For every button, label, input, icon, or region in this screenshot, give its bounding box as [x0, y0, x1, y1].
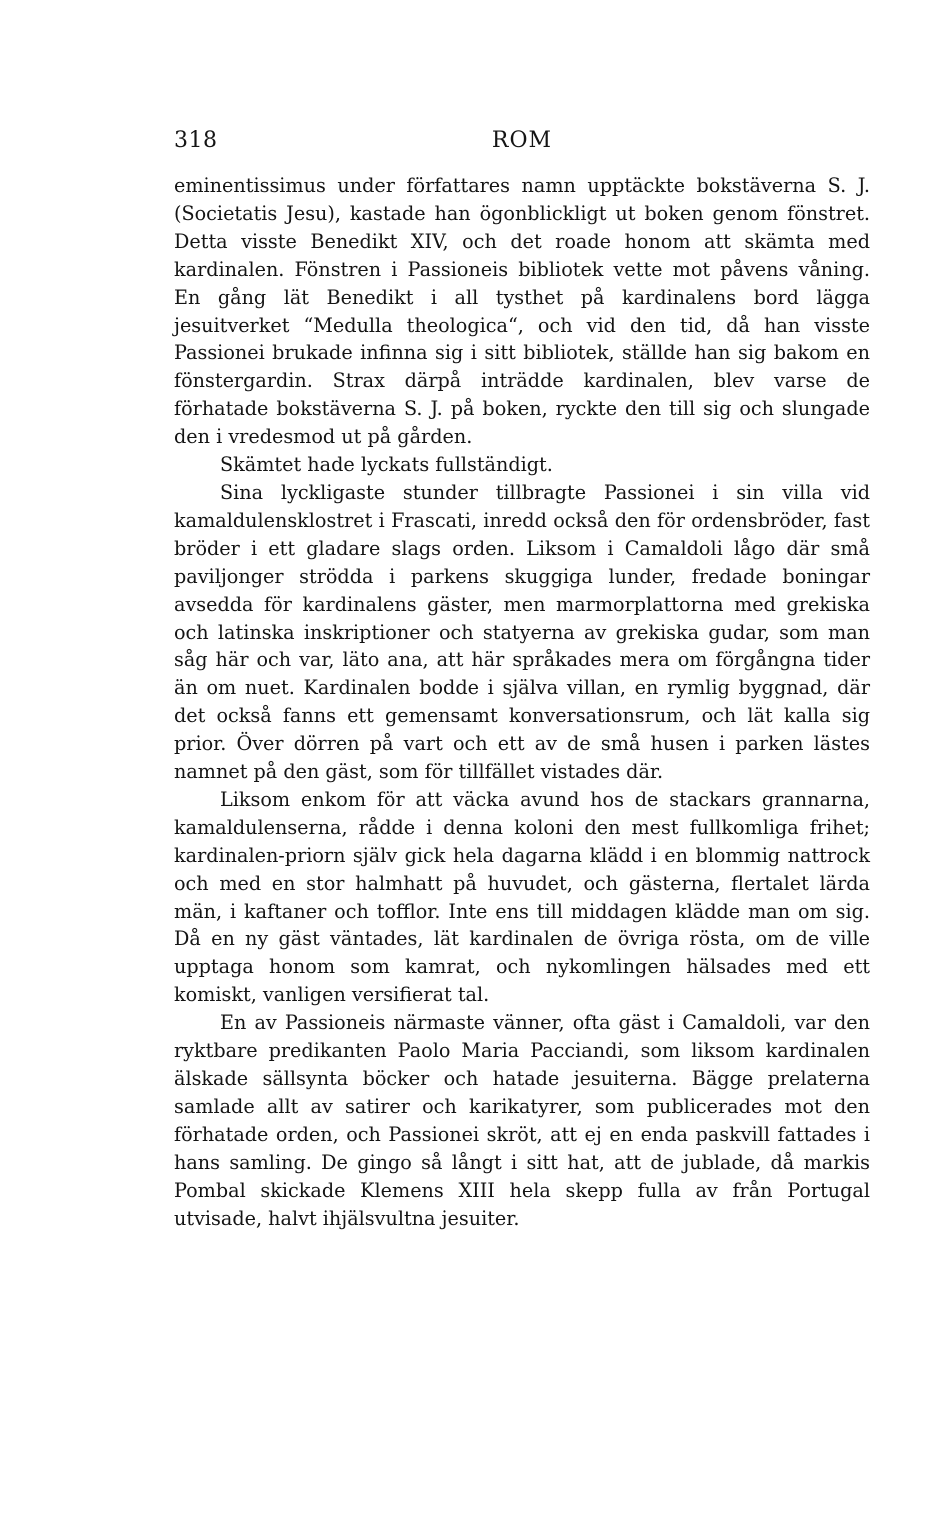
paragraph: Skämtet hade lyckats fullständigt. — [220, 453, 553, 477]
paragraph: Liksom enkom för att väcka avund hos de stackars grannarna, kamaldulenserna, rådde i denna koloni den mest fullkomliga frihet; kardinalen-priorn själv gick hela dagarna klädd i en blommig nattrock och med en stor halmhatt på huvudet, och gästerna, flertalet lärda män, i kaftaner och tofflor. Inte ens till middagen klädde man om sig. Då en ny gäst väntades, lät kardinalen de övriga rösta, om de ville upptaga honom som kamrat, och nykomlingen hälsades med ett komiskt, vanligen versifierat tal. — [174, 787, 870, 1007]
paragraph: Sina lyckligaste stunder tillbragte Passionei i sin villa vid kamaldulensklostret i Frascati, inredd också den för ordensbröder, fast bröder i ett gladare slags orden. Liksom i Camaldoli lågo där små paviljonger strödda i parkens skuggiga lunder, fredade boningar avsedda för kardinalens gäster, men marmorplattorna med grekiska och latinska inskriptioner och statyerna av grekiska gudar, som man såg här och var, läto ana, att här språkades mera om förgångna tider än om nuet. Kardinalen bodde i själva villan, en rymlig byggnad, där det också fanns ett gemensamt konversationsrum, och lät kalla sig prior. Över dörren på vart och ett av de små husen i parken lästes namnet på den gäst, som för tillfället vistades där. — [174, 480, 870, 784]
page-number: 318 — [174, 128, 218, 153]
page-header — [174, 128, 870, 162]
paragraph-continuation: eminentissimus under författares namn upptäckte bokstäverna S. J. (Societatis Jesu), kastade han ögonblickligt ut boken genom fönstret. Detta visste Benedikt XIV, och det roade honom att skämta med kardinalen. Fönstren i Passioneis bibliotek vette mot påvens våning. En gång lät Benedikt i all tysthet på kardinalens bord lägga jesuitverket “Medulla theologica“, och vid den tid, då han visste Passionei brukade infinna sig i sitt bibliotek, ställde han sig bakom en fönstergardin. Strax därpå inträdde kardinalen, blev varse de förhatade bokstäverna S. J. på boken, ryckte den till sig och slungade den i vredesmod ut på gården. — [174, 174, 870, 449]
body-text — [174, 172, 870, 1232]
running-title: ROM — [491, 128, 553, 153]
paragraph: En av Passioneis närmaste vänner, ofta gäst i Camaldoli, var den ryktbare predikanten Paolo Maria Pacciandi, som liksom kardinalen älskade sällsynta böcker och hatade jesuiterna. Bägge prelaterna samlade allt av satirer och karikatyrer, som publicerades mot den förhatade orden, och Passionei skröt, att ej en enda paskvill fattades i hans samling. De gingo så långt i sitt hat, att de jublade, då markis Pombal skickade Klemens XIII hela skepp fulla av från Portugal utvisade, halvt ihjälsvultna jesuiter. — [174, 1011, 870, 1230]
